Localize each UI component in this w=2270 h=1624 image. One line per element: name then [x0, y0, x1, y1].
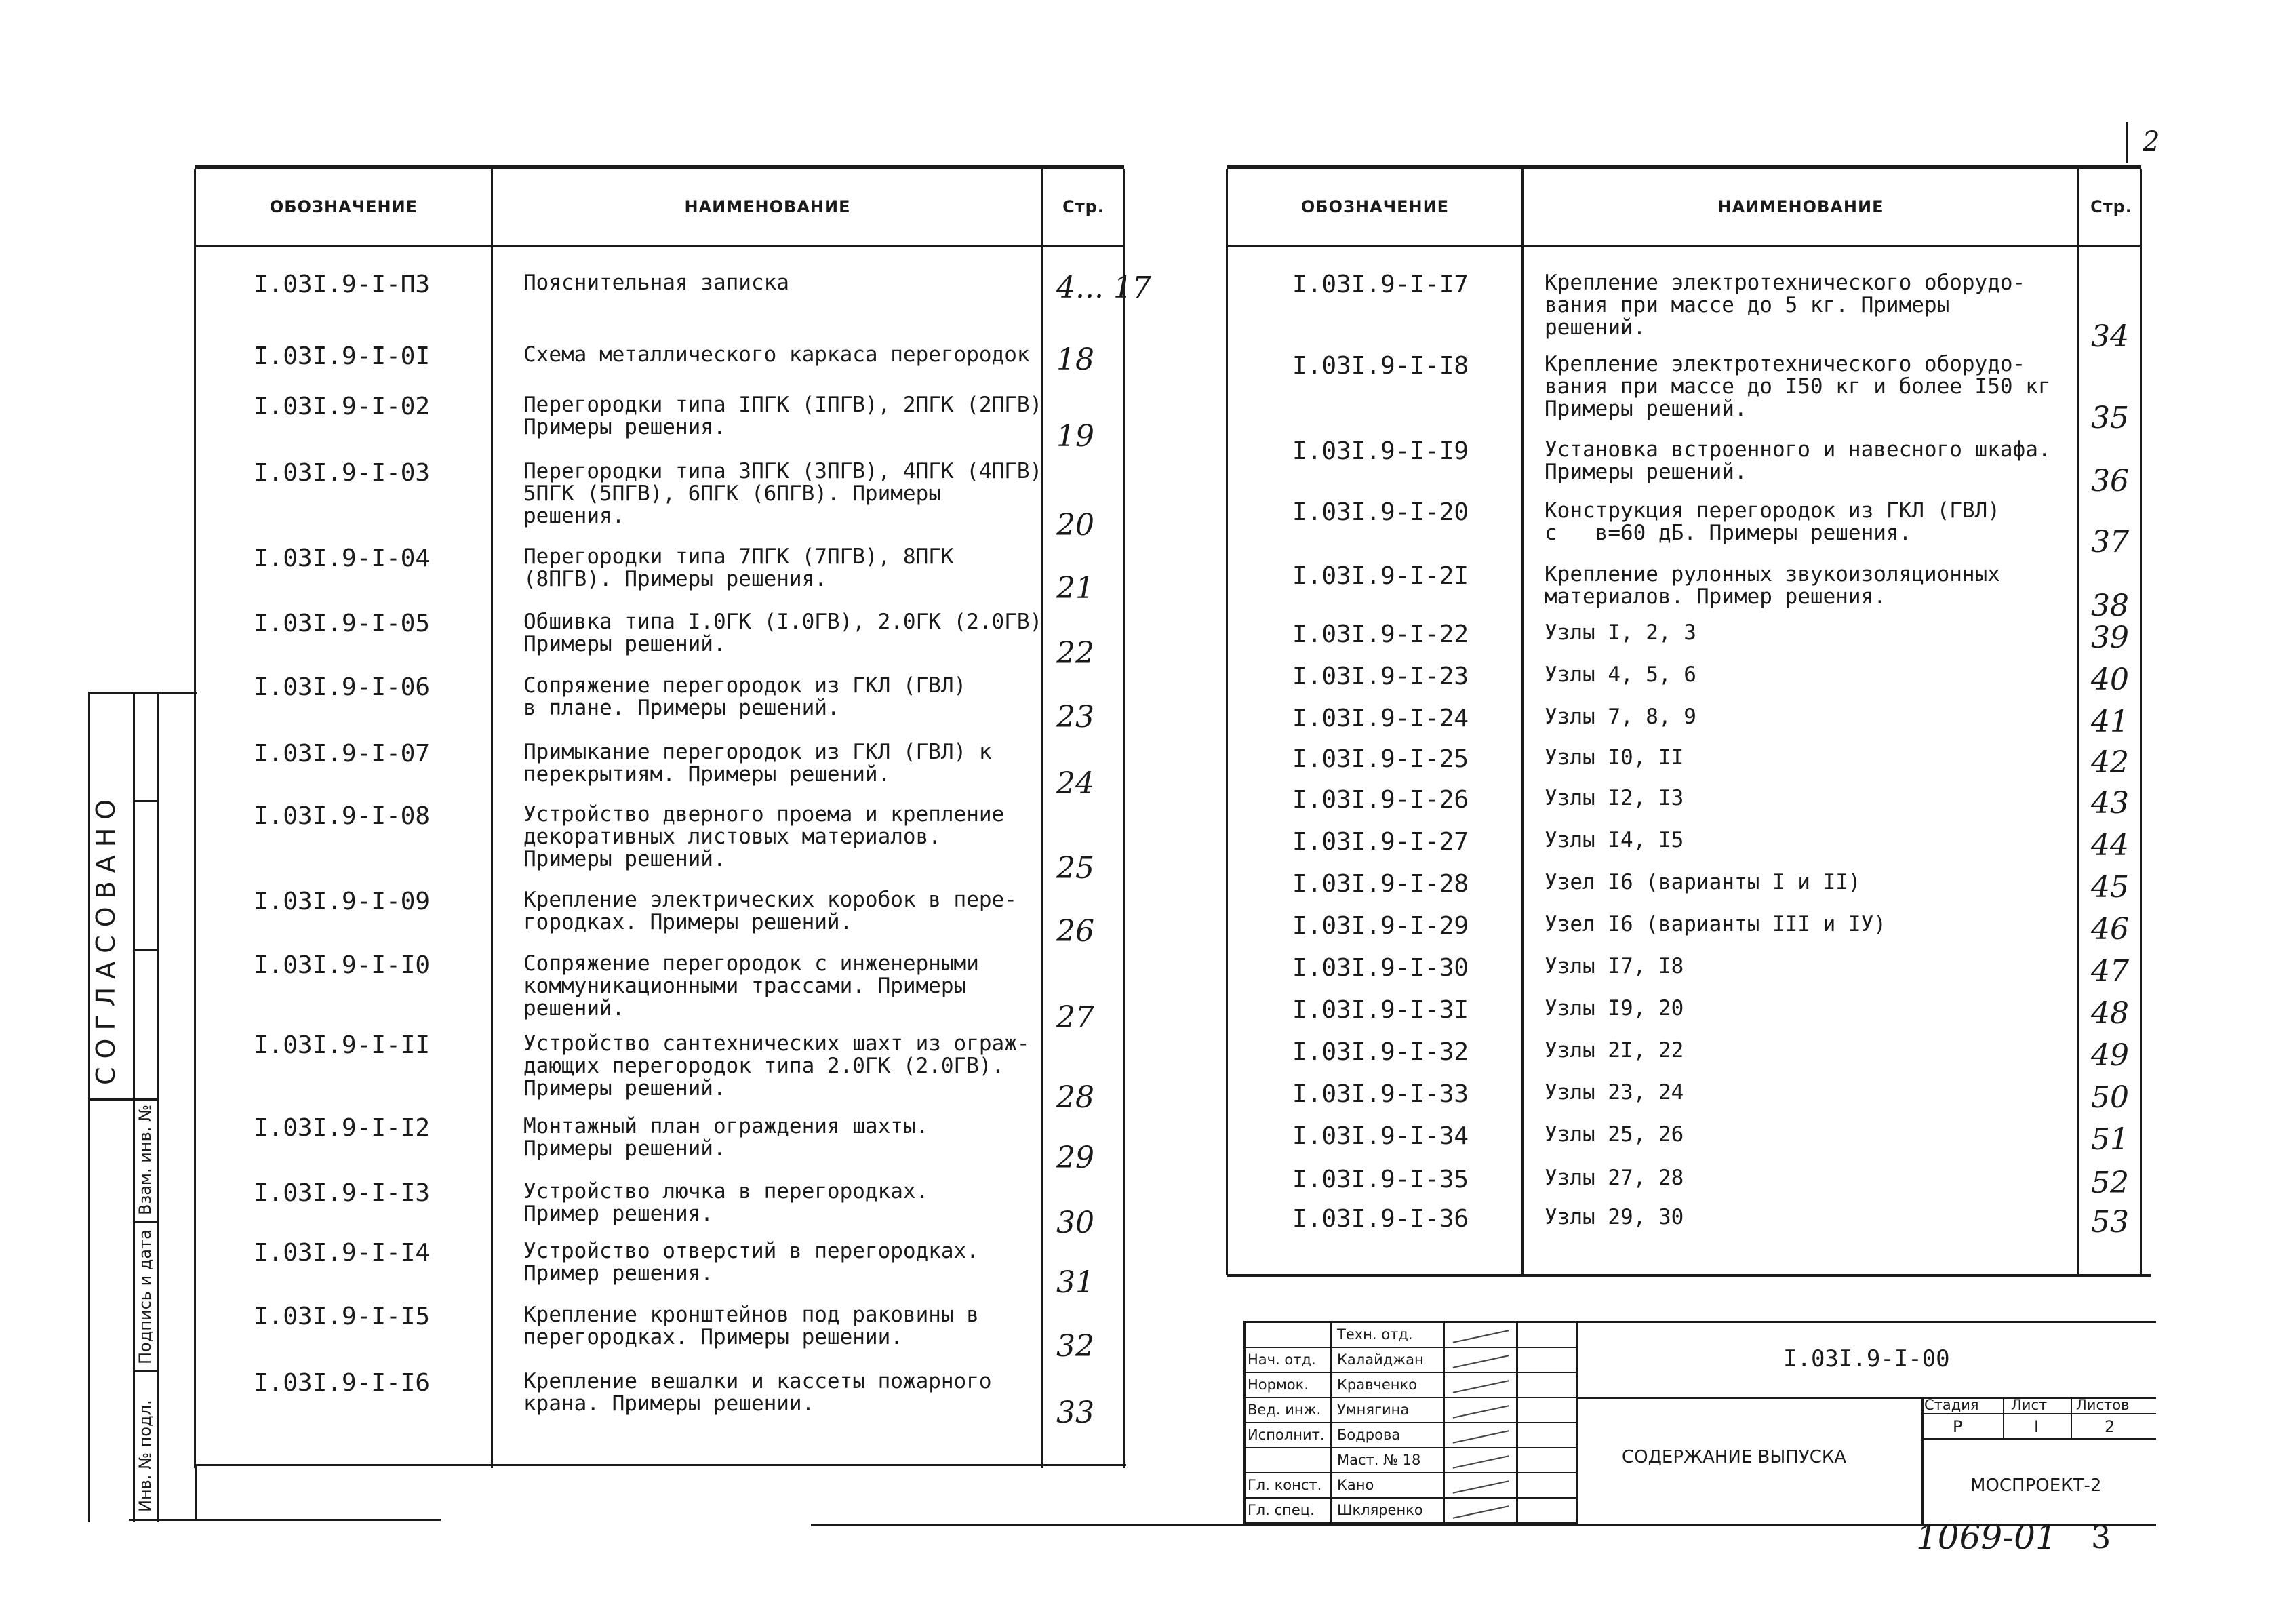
item-designation: I.03I.9-I-09: [254, 888, 431, 915]
stage-value: Р: [1953, 1417, 1963, 1436]
item-name: Конструкция перегородок из ГКЛ (ГВЛ) с в=60 дБ. Примеры решения.: [1545, 498, 2000, 545]
item-page: 36: [2091, 464, 2129, 498]
signature: [1453, 1380, 1509, 1393]
doc-title: СОДЕРЖАНИЕ ВЫПУСКА: [1622, 1447, 1847, 1467]
item-page: 37: [2091, 525, 2129, 559]
item-page: 31: [1056, 1265, 1094, 1300]
item-designation: I.03I.9-I-I0: [254, 951, 431, 979]
item-name: Узлы I4, I5: [1545, 828, 1684, 852]
stamp-field-replaced-inv: Взам. инв. №: [136, 1105, 155, 1215]
item-designation: I.03I.9-I-33: [1292, 1080, 1469, 1108]
item-page: 44: [2091, 828, 2129, 863]
item-name: Узел I6 (варианты I и II): [1545, 870, 1861, 894]
person-name: Бодрова: [1337, 1427, 1401, 1443]
archive-number: 1069-01: [1916, 1518, 2057, 1557]
person-role: Нормок.: [1248, 1377, 1309, 1393]
sheet-mark-rule: [2126, 122, 2128, 163]
signature: [1453, 1405, 1509, 1418]
item-designation: I.03I.9-I-ПЗ: [254, 271, 431, 298]
item-page: 47: [2091, 954, 2129, 989]
sheet-label: Лист: [2011, 1397, 2048, 1413]
col-divider: [2140, 169, 2142, 1275]
col-divider: [1226, 169, 1228, 1275]
footer-sheet-number: 3: [2091, 1519, 2111, 1556]
item-page: 27: [1056, 1000, 1094, 1035]
item-designation: I.03I.9-I-22: [1292, 620, 1469, 648]
stamp-field-signature-date: Подпись и дата: [136, 1229, 155, 1364]
item-designation: I.03I.9-I-I9: [1292, 437, 1469, 465]
item-page: 43: [2091, 786, 2129, 820]
item-page: 49: [2091, 1038, 2129, 1073]
item-page: 34: [2091, 319, 2129, 354]
item-page: 51: [2091, 1122, 2129, 1157]
signature: [1453, 1455, 1509, 1468]
item-page: 24: [1056, 766, 1094, 801]
item-page: 23: [1056, 700, 1094, 734]
item-page: 45: [2091, 870, 2129, 905]
sheet-value: I: [2034, 1417, 2039, 1436]
item-page: 25: [1056, 851, 1094, 886]
person-name: Умнягина: [1337, 1402, 1410, 1418]
item-page: 30: [1056, 1206, 1094, 1240]
person-name: Калайджан: [1337, 1351, 1424, 1368]
item-designation: I.03I.9-I-28: [1292, 870, 1469, 898]
item-designation: I.03I.9-I-I7: [1292, 271, 1469, 298]
item-name: Узлы 7, 8, 9: [1545, 705, 1696, 729]
person-name: Техн. отд.: [1337, 1326, 1413, 1343]
header-designation: ОБОЗНАЧЕНИЕ: [1300, 197, 1450, 216]
item-name: Узлы I9, 20: [1545, 996, 1684, 1021]
item-designation: I.03I.9-I-2I: [1292, 562, 1469, 590]
item-name: Узлы 2I, 22: [1545, 1038, 1684, 1063]
item-designation: I.03I.9-I-20: [1292, 498, 1469, 526]
item-designation: I.03I.9-I-I5: [254, 1303, 431, 1330]
organization: МОСПРОЕКТ-2: [1970, 1476, 2102, 1496]
col-divider: [194, 169, 196, 1468]
sheets-value: 2: [2105, 1417, 2115, 1436]
col-divider: [1041, 169, 1043, 1468]
item-name: Перегородки типа 7ПГК (7ПГВ), 8ПГК (8ПГВ). Примеры решения.: [523, 544, 954, 591]
item-name: Монтажный план ограждения шахты. Примеры решений.: [523, 1114, 929, 1161]
header-designation: ОБОЗНАЧЕНИЕ: [269, 197, 418, 216]
item-name: Сопряжение перегородок с инженерными коммуникационными трассами. Примеры решений.: [523, 951, 979, 1021]
person-name: Шкляренко: [1337, 1502, 1423, 1518]
signature: [1453, 1505, 1509, 1518]
sheet-mark: 2: [2143, 126, 2160, 157]
item-page: 21: [1056, 571, 1094, 606]
item-designation: I.03I.9-I-36: [1292, 1205, 1469, 1233]
signature: [1453, 1480, 1509, 1493]
item-page: 50: [2091, 1080, 2129, 1115]
item-name: Узлы 4, 5, 6: [1545, 662, 1696, 687]
item-name: Крепление электротехнического оборудо- вания при массе до 5 кг. Примеры решений.: [1545, 271, 2026, 340]
item-designation: I.03I.9-I-I6: [254, 1369, 431, 1397]
item-page: 35: [2091, 401, 2129, 435]
stage-label: Стадия: [1924, 1397, 1979, 1413]
item-designation: I.03I.9-I-34: [1292, 1122, 1469, 1150]
table-bottom-rule: [1227, 1274, 2151, 1277]
stamp-approved-label: СОГЛАСОВАНО: [91, 791, 121, 1085]
person-role: Нач. отд.: [1248, 1351, 1316, 1368]
item-page: 20: [1056, 508, 1094, 542]
item-page: 52: [2091, 1166, 2129, 1200]
item-page: 4... 17: [1056, 271, 1151, 305]
header-name: НАИМЕНОВАНИЕ: [684, 197, 851, 216]
contents-table-left: [195, 165, 1151, 1468]
item-name: Крепление вешалки и кассеты пожарного крана. Примеры решении.: [523, 1369, 992, 1416]
item-name: Устройство сантехнических шахт из ограж- дающих перегородок типа 2.0ГК (2.0ГВ). Примеры решений.: [523, 1031, 1030, 1101]
item-name: Перегородки типа 3ПГК (3ПГВ), 4ПГК (4ПГВ) 5ПГК (5ПГВ), 6ПГК (6ПГВ). Примеры решения.: [523, 459, 1043, 528]
item-name: Перегородки типа IПГК (IПГВ), 2ПГК (2ПГВ) Примеры решения.: [523, 393, 1043, 439]
item-name: Установка встроенного и навесного шкафа. Примеры решений.: [1545, 437, 2051, 484]
item-name: Крепление электротехнического оборудо- вания при массе до I50 кг и более I50 кг Примеры решений.: [1545, 352, 2051, 421]
item-designation: I.03I.9-I-29: [1292, 912, 1469, 940]
item-designation: I.03I.9-I-02: [254, 393, 431, 420]
header-page: Стр.: [2090, 197, 2132, 216]
item-name: Узлы 23, 24: [1545, 1080, 1684, 1105]
item-designation: I.03I.9-I-3I: [1292, 996, 1469, 1024]
item-name: Обшивка типа I.0ГК (I.0ГВ), 2.0ГК (2.0ГВ) Примеры решений.: [523, 610, 1043, 656]
item-designation: I.03I.9-I-07: [254, 740, 431, 768]
table-header: [195, 169, 1124, 247]
item-page: 39: [2091, 620, 2129, 655]
table-header: [1227, 169, 2141, 247]
item-page: 42: [2091, 745, 2129, 780]
item-name: Устройство отверстий в перегородках. Пример решения.: [523, 1239, 979, 1286]
item-page: 28: [1056, 1080, 1094, 1115]
item-page: 26: [1056, 914, 1094, 949]
signature: [1453, 1355, 1509, 1368]
person-role: Исполнит.: [1248, 1427, 1325, 1443]
item-designation: I.03I.9-I-II: [254, 1031, 431, 1059]
item-designation: I.03I.9-I-32: [1292, 1038, 1469, 1066]
contents-table-right: [1227, 165, 2141, 1275]
doc-code: I.03I.9-I-00: [1783, 1345, 1950, 1372]
item-page: 53: [2091, 1205, 2129, 1240]
sheets-label: Листов: [2076, 1397, 2130, 1413]
item-designation: I.03I.9-I-05: [254, 610, 431, 637]
item-name: Примыкание перегородок из ГКЛ (ГВЛ) к перекрытиям. Примеры решений.: [523, 740, 992, 787]
person-name: Маст. № 18: [1337, 1452, 1421, 1468]
table-bottom-rule: [195, 1464, 1126, 1466]
item-page: 38: [2091, 589, 2129, 623]
item-name: Устройство дверного проема и крепление декоративных листовых материалов. Примеры решений.: [523, 802, 1005, 871]
item-designation: I.03I.9-I-25: [1292, 745, 1469, 773]
item-name: Узлы I, 2, 3: [1545, 620, 1696, 645]
item-page: 33: [1056, 1395, 1094, 1430]
item-designation: I.03I.9-I-30: [1292, 954, 1469, 982]
item-designation: I.03I.9-I-03: [254, 459, 431, 487]
item-name: Узлы I2, I3: [1545, 786, 1684, 810]
person-role: Гл. конст.: [1248, 1477, 1322, 1493]
stamp-field-inv-original: Инв. № подл.: [136, 1400, 155, 1512]
item-designation: I.03I.9-I-I8: [1292, 352, 1469, 380]
item-page: 29: [1056, 1141, 1094, 1175]
item-name: Узлы 29, 30: [1545, 1205, 1684, 1229]
item-name: Устройство лючка в перегородках. Пример решения.: [523, 1179, 929, 1226]
item-page: 40: [2091, 662, 2129, 697]
item-designation: I.03I.9-I-08: [254, 802, 431, 830]
item-name: Пояснительная записка: [523, 271, 789, 295]
item-designation: I.03I.9-I-27: [1292, 828, 1469, 856]
col-divider: [1521, 169, 1524, 1275]
item-name: Узлы 27, 28: [1545, 1166, 1684, 1190]
header-page: Стр.: [1062, 197, 1104, 216]
item-page: 41: [2091, 705, 2129, 739]
item-page: 48: [2091, 996, 2129, 1031]
item-designation: I.03I.9-I-I3: [254, 1179, 431, 1207]
item-page: 32: [1056, 1329, 1094, 1364]
item-name: Схема металлического каркаса перегородок: [523, 342, 1030, 367]
person-name: Кравченко: [1337, 1377, 1418, 1393]
item-name: Сопряжение перегородок из ГКЛ (ГВЛ) в плане. Примеры решений.: [523, 673, 967, 720]
item-designation: I.03I.9-I-24: [1292, 705, 1469, 732]
item-designation: I.03I.9-I-06: [254, 673, 431, 701]
item-page: 19: [1056, 419, 1094, 454]
header-name: НАИМЕНОВАНИЕ: [1717, 197, 1884, 216]
person-role: Гл. спец.: [1248, 1502, 1315, 1518]
item-designation: I.03I.9-I-I4: [254, 1239, 431, 1267]
item-name: Крепление рулонных звукоизоляционных материалов. Пример решения.: [1545, 562, 2000, 609]
item-name: Узлы 25, 26: [1545, 1122, 1684, 1147]
item-designation: I.03I.9-I-I2: [254, 1114, 431, 1142]
item-page: 46: [2091, 912, 2129, 947]
item-name: Узлы I0, II: [1545, 745, 1684, 770]
signature: [1453, 1330, 1509, 1343]
item-name: Узел I6 (варианты III и IУ): [1545, 912, 1886, 936]
item-designation: I.03I.9-I-26: [1292, 786, 1469, 814]
item-name: Крепление кронштейнов под раковины в перегородках. Примеры решении.: [523, 1303, 979, 1349]
col-divider: [491, 169, 493, 1468]
item-designation: I.03I.9-I-04: [254, 544, 431, 572]
item-designation: I.03I.9-I-0I: [254, 342, 431, 370]
col-divider: [2077, 169, 2079, 1275]
person-role: Вед. инж.: [1248, 1402, 1321, 1418]
signature: [1453, 1430, 1509, 1443]
item-designation: I.03I.9-I-35: [1292, 1166, 1469, 1193]
item-page: 22: [1056, 636, 1094, 671]
item-page: 18: [1056, 342, 1094, 377]
item-name: Крепление электрических коробок в пере- городках. Примеры решений.: [523, 888, 1017, 934]
item-name: Узлы I7, I8: [1545, 954, 1684, 978]
col-divider: [1123, 169, 1125, 1468]
person-name: Кано: [1337, 1477, 1374, 1493]
item-designation: I.03I.9-I-23: [1292, 662, 1469, 690]
